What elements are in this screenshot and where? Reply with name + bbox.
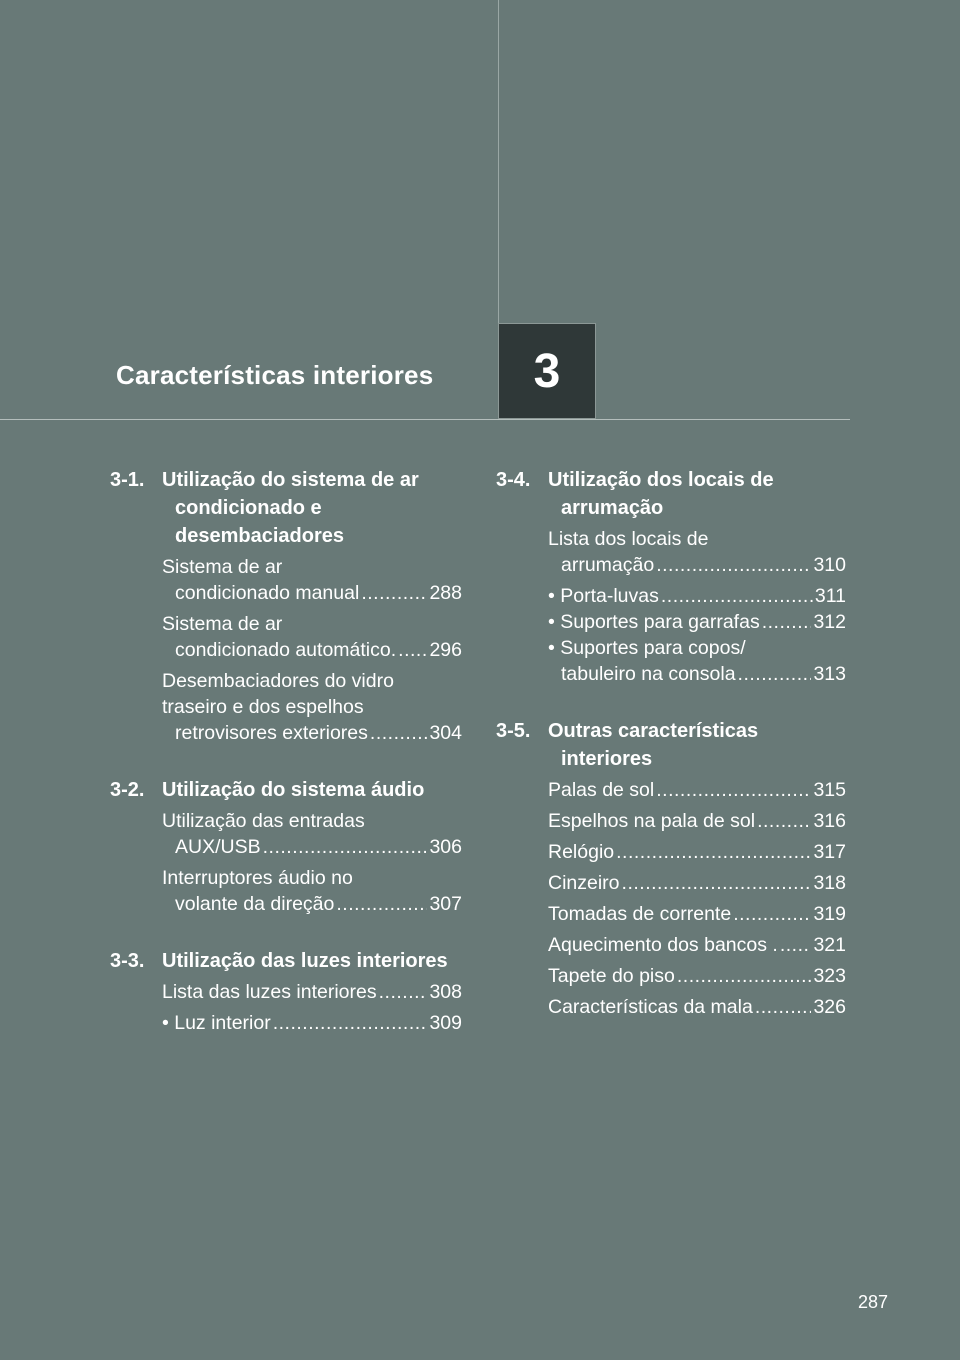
entry-text: condicionado manual [175, 582, 360, 604]
leader-dots [780, 932, 812, 958]
toc-entry[interactable] [548, 870, 846, 896]
header-rule [0, 419, 850, 420]
chapter-number: 3 [533, 344, 561, 398]
leader-dots [616, 839, 811, 865]
entry-line [548, 609, 846, 635]
entry-text: Palas de sol [548, 779, 655, 801]
entry-page-number: 317 [813, 841, 846, 863]
leader-dots [661, 583, 813, 609]
entry-line [162, 1010, 462, 1036]
toc-entry[interactable] [548, 963, 846, 989]
toc-entry[interactable] [162, 611, 462, 663]
leader-dots [398, 637, 427, 663]
entry-line [548, 963, 846, 989]
toc-entry[interactable] [162, 1010, 462, 1036]
entry-page-number: 310 [813, 554, 846, 576]
entry-text: Espelhos na pala de sol [548, 810, 756, 832]
toc-column-right [496, 466, 846, 1050]
entry-line [548, 932, 846, 958]
section-heading[interactable] [496, 717, 846, 773]
entry-line [175, 720, 462, 746]
entry-text-first-line: Sistema de ar [162, 556, 283, 578]
entry-list [496, 777, 846, 1020]
leader-dots [336, 891, 427, 917]
entry-page-number: 319 [813, 903, 846, 925]
chapter-number-box [498, 323, 596, 419]
toc-section [110, 776, 462, 917]
section-heading[interactable] [110, 947, 462, 975]
entry-text-first-line: Interruptores áudio no [162, 867, 353, 889]
entry-page-number: 304 [429, 722, 462, 744]
section-title: Utilização das luzes interiores [162, 950, 448, 972]
toc-column-left [110, 466, 462, 1066]
toc-section [496, 466, 846, 687]
toc-entry[interactable] [548, 901, 846, 927]
entry-line [561, 661, 846, 687]
page-number: 287 [858, 1292, 889, 1312]
entry-text: retrovisores exteriores [175, 722, 368, 744]
entry-page-number: 326 [813, 996, 846, 1018]
leader-dots [379, 979, 428, 1005]
entry-text-first-line: Desembaciadores do vidro traseiro e dos espelhos [162, 670, 394, 718]
entry-page-number: 316 [813, 810, 846, 832]
entry-page-number: 311 [814, 585, 846, 607]
toc-section [496, 717, 846, 1020]
entry-page-number: 308 [429, 981, 462, 1003]
section-heading[interactable] [110, 776, 462, 804]
entry-text: Tapete do piso [548, 965, 675, 987]
leader-dots [755, 994, 812, 1020]
leader-dots [273, 1010, 428, 1036]
toc-entry[interactable] [162, 865, 462, 917]
entry-page-number: 296 [429, 639, 462, 661]
toc-entry[interactable] [162, 979, 462, 1005]
entry-page-number: 321 [813, 934, 846, 956]
section-heading[interactable] [496, 466, 846, 522]
top-divider-line [498, 0, 499, 323]
entry-text: • Luz interior [162, 1012, 271, 1034]
entry-line [548, 808, 846, 834]
entry-page-number: 315 [813, 779, 846, 801]
leader-dots [677, 963, 812, 989]
entry-text: condicionado automático. [175, 639, 397, 661]
entry-list [110, 979, 462, 1036]
entry-page-number: 318 [813, 872, 846, 894]
entry-page-number: 323 [813, 965, 846, 987]
entry-text: Características da mala [548, 996, 753, 1018]
entry-line [548, 901, 846, 927]
toc-entry[interactable] [548, 777, 846, 803]
chapter-title: Características interiores [116, 360, 434, 390]
entry-text: Relógio [548, 841, 615, 863]
entry-text: Aquecimento dos bancos . [548, 934, 778, 956]
leader-dots [656, 777, 811, 803]
entry-text: • Suportes para garrafas [548, 611, 760, 633]
entry-text-first-line: Lista dos locais de [548, 528, 709, 550]
toc-entry[interactable] [162, 808, 462, 860]
entry-page-number: 313 [813, 663, 846, 685]
section-title: Utilização dos locais de arrumação [548, 469, 774, 519]
toc-entry[interactable] [548, 932, 846, 958]
section-number: 3-3. [110, 950, 145, 972]
leader-dots [738, 661, 812, 687]
entry-page-number: 309 [429, 1012, 462, 1034]
entry-text: Cinzeiro [548, 872, 620, 894]
leader-dots [656, 552, 811, 578]
leader-dots [361, 580, 427, 606]
entry-line [162, 979, 462, 1005]
entry-text: • Porta-luvas [548, 585, 659, 607]
section-number: 3-2. [110, 779, 145, 801]
toc-entry[interactable] [548, 526, 846, 578]
entry-line [175, 637, 462, 663]
toc-entry[interactable] [548, 994, 846, 1020]
toc-entry[interactable] [548, 635, 846, 687]
toc-entry[interactable] [548, 583, 846, 609]
entry-list [110, 808, 462, 917]
entry-text: volante da direção [175, 893, 335, 915]
entry-text-first-line: Utilização das entradas [162, 810, 365, 832]
entry-line [548, 994, 846, 1020]
toc-entry[interactable] [548, 609, 846, 635]
entry-line [175, 834, 462, 860]
entry-text: arrumação [561, 554, 655, 576]
toc-entry[interactable] [548, 839, 846, 865]
entry-line [561, 552, 846, 578]
section-heading[interactable] [110, 466, 462, 550]
section-number: 3-1. [110, 469, 145, 491]
leader-dots [370, 720, 428, 746]
leader-dots [733, 901, 811, 927]
section-title: Outras características interiores [548, 720, 759, 770]
entry-line [548, 583, 846, 609]
entry-page-number: 307 [429, 893, 462, 915]
toc-entry[interactable] [162, 668, 462, 746]
entry-text: Tomadas de corrente [548, 903, 732, 925]
toc-section [110, 466, 462, 746]
entry-page-number: 312 [813, 611, 846, 633]
entry-line [548, 839, 846, 865]
entry-list [110, 554, 462, 746]
entry-text: AUX/USB [175, 836, 261, 858]
leader-dots [757, 808, 811, 834]
entry-text-first-line: • Suportes para copos/ [548, 637, 746, 659]
toc-section [110, 947, 462, 1036]
entry-page-number: 306 [429, 836, 462, 858]
entry-text-first-line: Sistema de ar [162, 613, 283, 635]
entry-page-number: 288 [429, 582, 462, 604]
leader-dots [263, 834, 428, 860]
toc-entry[interactable] [162, 554, 462, 606]
leader-dots [622, 870, 812, 896]
entry-text: tabuleiro na consola [561, 663, 736, 685]
section-number: 3-4. [496, 469, 531, 491]
entry-line [548, 777, 846, 803]
entry-line [175, 891, 462, 917]
section-title: Utilização do sistema de ar condicionado e desembaciadores [162, 469, 419, 547]
section-number: 3-5. [496, 720, 531, 742]
entry-text: Lista das luzes interiores [162, 981, 377, 1003]
section-title: Utilização do sistema áudio [162, 779, 425, 801]
entry-line [548, 870, 846, 896]
entry-line [175, 580, 462, 606]
entry-list [496, 526, 846, 687]
toc-entry[interactable] [548, 808, 846, 834]
leader-dots [762, 609, 812, 635]
